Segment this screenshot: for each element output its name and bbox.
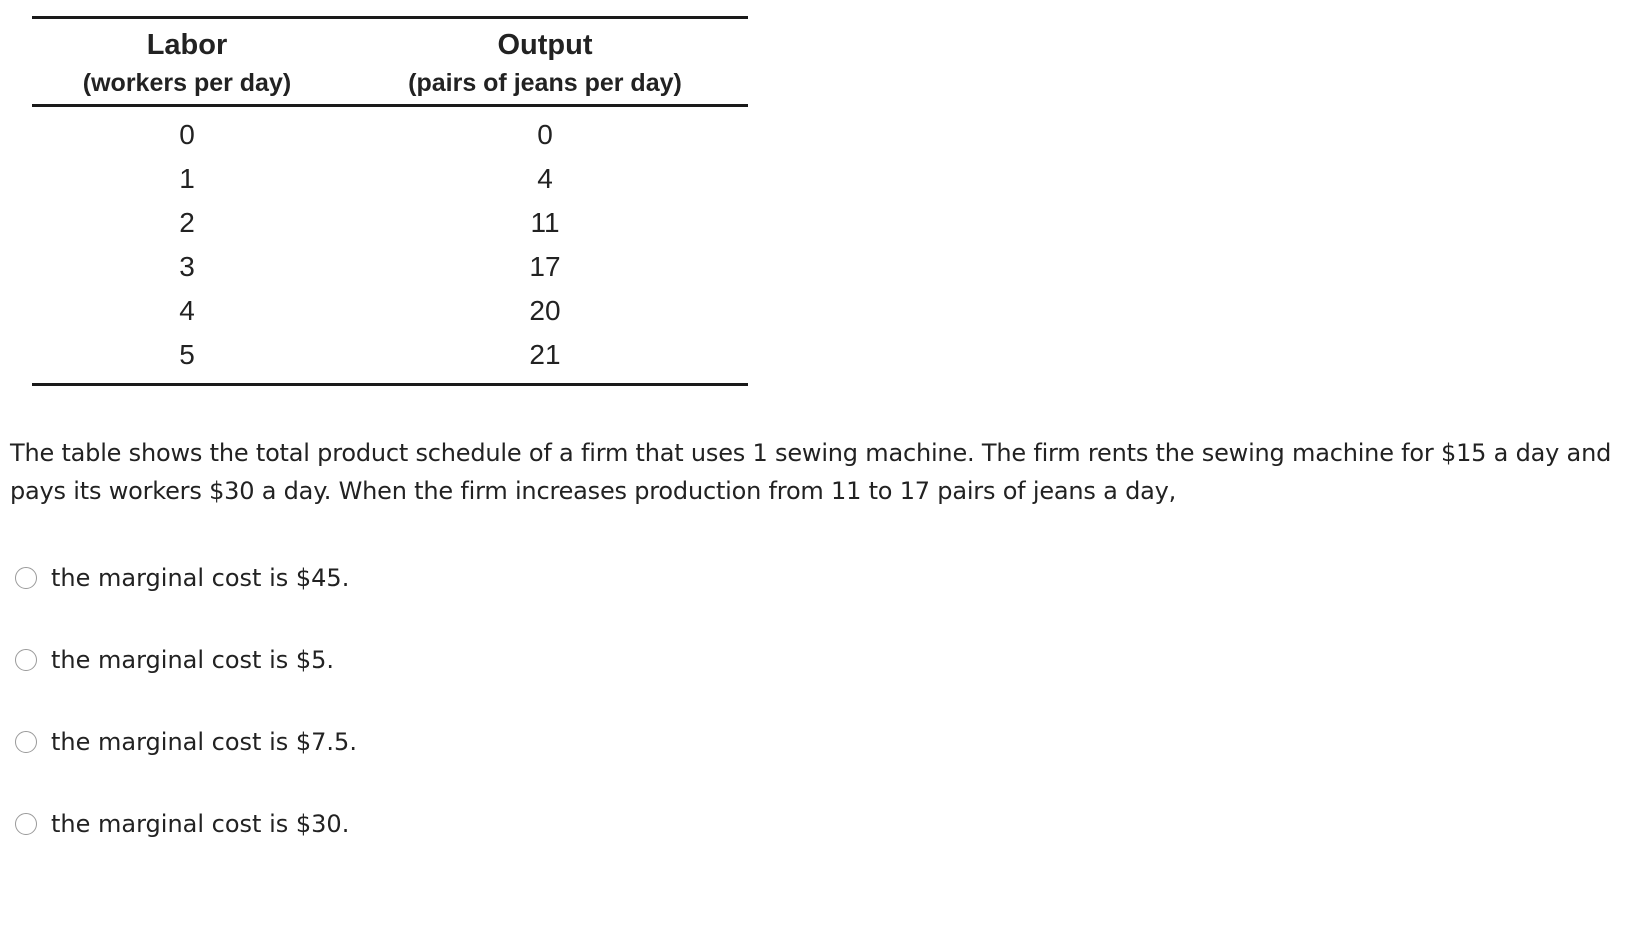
radio-button-icon[interactable] — [15, 813, 37, 835]
labor-cell: 3 — [179, 251, 195, 282]
labor-cell: 0 — [179, 119, 195, 150]
output-cell: 0 — [537, 119, 553, 150]
output-header-subtitle: (pairs of jeans per day) — [408, 69, 682, 97]
table-row — [32, 245, 748, 289]
output-cell: 17 — [529, 251, 561, 282]
radio-button-icon[interactable] — [15, 649, 37, 671]
answer-option[interactable] — [15, 558, 357, 598]
output-cell: 11 — [530, 207, 560, 238]
output-header-title: Output — [497, 29, 593, 61]
labor-cell: 2 — [179, 207, 195, 238]
question-text: The table shows the total product schedule of a firm that uses 1 sewing machine. The firm rents the sewing machine for $15 a day and pays its workers $30 a day. When the firm increases production from 11 to 17 pairs of jeans a day, — [10, 439, 1612, 505]
output-cell: 21 — [529, 339, 561, 370]
answer-option-label[interactable]: the marginal cost is $7.5. — [51, 728, 357, 756]
labor-cell: 1 — [179, 163, 195, 194]
output-cell: 4 — [537, 163, 553, 194]
table-body — [32, 107, 748, 383]
answer-option-label[interactable]: the marginal cost is $30. — [51, 810, 350, 838]
output-column-header — [342, 19, 748, 104]
table-row — [32, 289, 748, 333]
table-bottom-rule — [32, 383, 748, 386]
answer-option[interactable] — [15, 722, 357, 762]
radio-button-icon[interactable] — [15, 731, 37, 753]
labor-column-header — [32, 19, 342, 104]
labor-cell: 4 — [179, 295, 195, 326]
table-row — [32, 113, 748, 157]
output-cell: 20 — [529, 295, 561, 326]
answer-option-label[interactable]: the marginal cost is $45. — [51, 564, 350, 592]
answer-options — [15, 558, 357, 886]
production-table — [32, 16, 748, 386]
radio-button-icon[interactable] — [15, 567, 37, 589]
answer-option-label[interactable]: the marginal cost is $5. — [51, 646, 335, 674]
table-row — [32, 201, 748, 245]
answer-option[interactable] — [15, 640, 357, 680]
labor-header-subtitle: (workers per day) — [82, 69, 292, 97]
labor-cell: 5 — [179, 339, 195, 370]
table-row — [32, 333, 748, 377]
answer-option[interactable] — [15, 804, 357, 844]
table-header-row — [32, 19, 748, 104]
labor-header-title: Labor — [146, 29, 228, 61]
table-row — [32, 157, 748, 201]
